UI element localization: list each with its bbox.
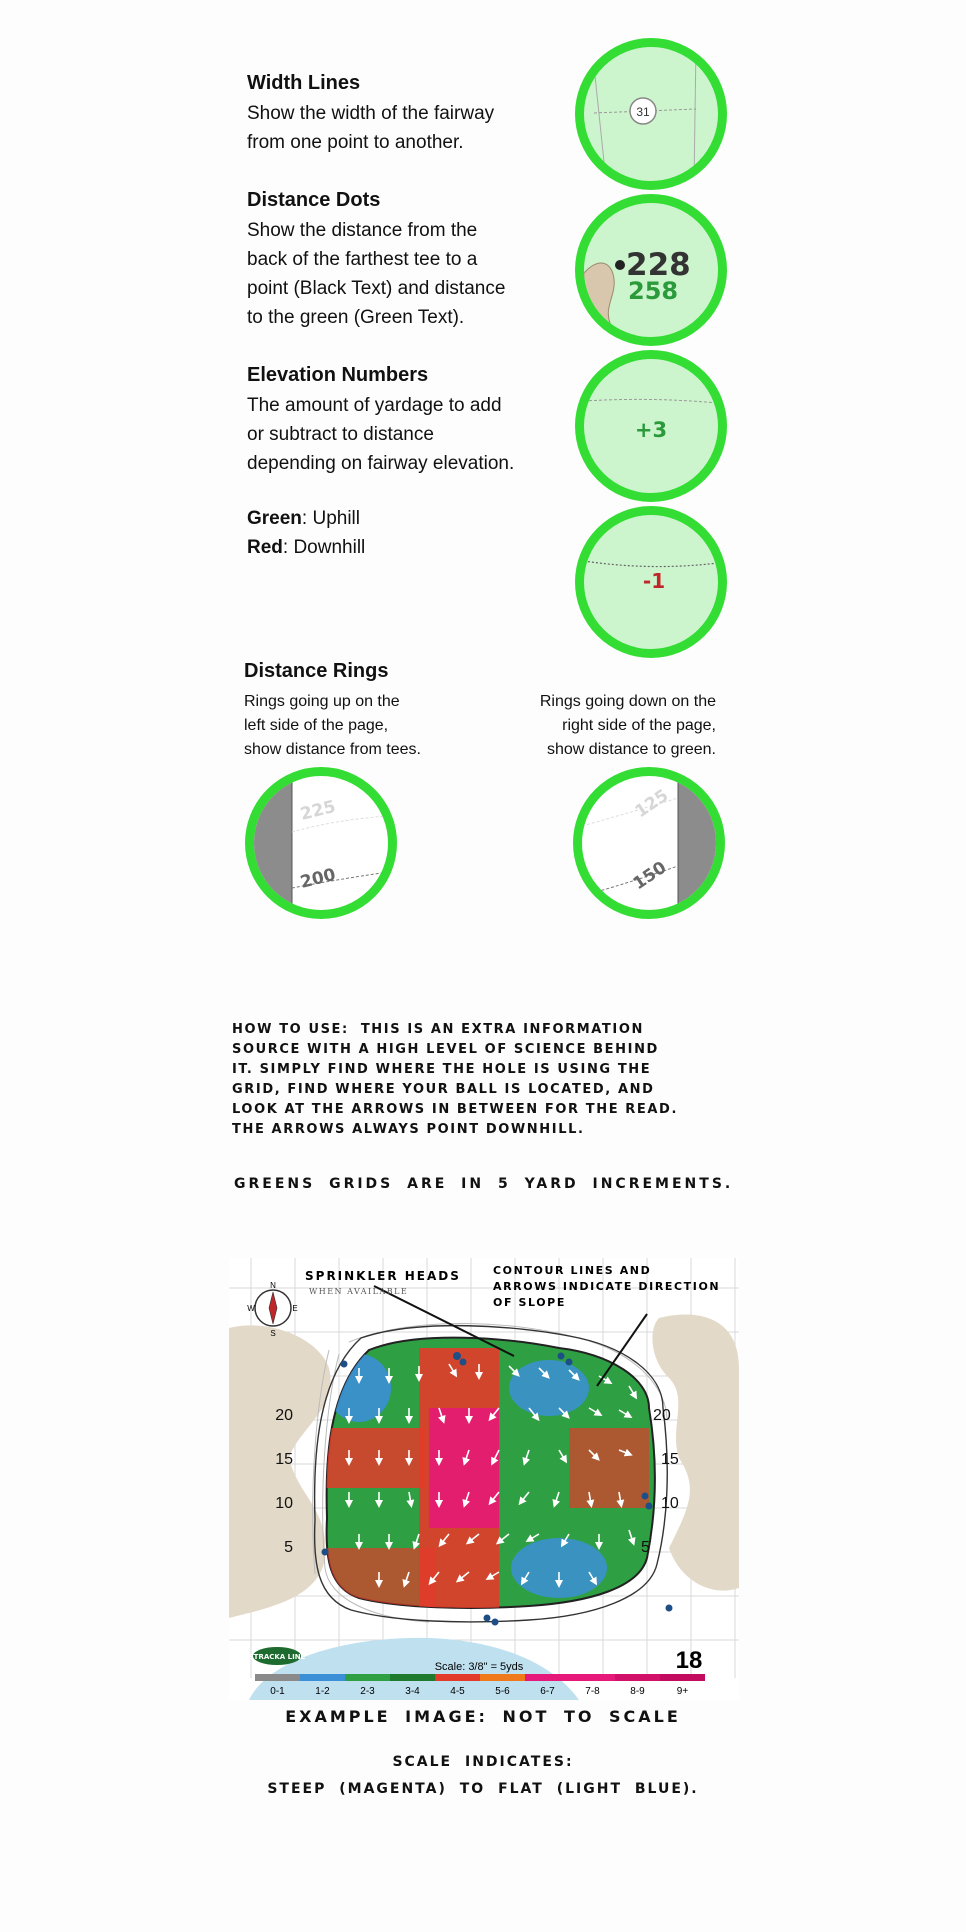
distance-dots-illustration (584, 203, 718, 337)
downhill-value: -1 (642, 569, 666, 593)
scale-label-4: 4-5 (450, 1686, 465, 1697)
svg-text:W: W (247, 1304, 255, 1313)
scale-label-5: 5-6 (495, 1686, 510, 1697)
width-lines-section (247, 72, 567, 157)
svg-text:10: 10 (661, 1495, 679, 1512)
ring-200: 200 (298, 864, 338, 893)
how-to-use-lead: HOW TO USE: (232, 1022, 349, 1037)
uphill-illustration (584, 359, 718, 493)
svg-text:15: 15 (661, 1451, 679, 1468)
svg-text:20: 20 (275, 1407, 293, 1424)
scale-swatch-2 (345, 1674, 390, 1681)
distance-dots-section (247, 189, 567, 332)
ring-225: 225 (298, 796, 338, 825)
width-lines-text: Show the width of the fairway from one point to another. (247, 103, 495, 153)
distance-dots-text: Show the distance from the back of the farthest tee to a point (Black Text) and distance to the green (Green Text). (247, 220, 506, 328)
ring-125: 125 (631, 785, 673, 823)
elevation-color-key: Green: Uphill Red: Downhill (247, 508, 366, 558)
scale-label-6: 6-7 (540, 1686, 555, 1697)
scale-swatch-4 (435, 1674, 480, 1681)
scale-label-7: 7-8 (585, 1686, 600, 1697)
scale-swatch-9 (660, 1674, 705, 1681)
rings-right-text: Rings going down on the right side of the page, show distance to green. (539, 693, 716, 758)
red-key-word: Red (247, 537, 283, 558)
scale-label-2: 2-3 (360, 1686, 375, 1697)
scale-swatch-8 (615, 1674, 660, 1681)
distance-dots-title: Distance Dots (247, 189, 381, 211)
scale-description: STEEP (MAGENTA) TO FLAT (LIGHT BLUE). (267, 1781, 699, 1797)
green-map (229, 1258, 739, 1700)
distance-dot-green-value: 258 (628, 277, 679, 305)
scale-label-0: 0-1 (270, 1686, 285, 1697)
scale-swatch-6 (525, 1674, 570, 1681)
rings-left-circle (245, 767, 397, 919)
svg-text:N: N (270, 1281, 276, 1290)
svg-text:5: 5 (284, 1539, 293, 1556)
scale-swatch-0 (255, 1674, 300, 1681)
scale-swatch-3 (390, 1674, 435, 1681)
ring-150: 150 (629, 857, 671, 895)
rings-right-circle (573, 767, 725, 919)
sprinkler-heads-label: SPRINKLER HEADS (305, 1269, 461, 1283)
svg-text:STRACKA LINE: STRACKA LINE (248, 1653, 306, 1661)
distance-dot-black-value: 228 (626, 247, 691, 283)
uphill-value: +3 (634, 418, 668, 442)
contour-label-3: OF SLOPE (493, 1296, 566, 1309)
contour-label-1: CONTOUR LINES AND (493, 1264, 652, 1277)
scale-swatch-5 (480, 1674, 525, 1681)
elevation-title: Elevation Numbers (247, 364, 429, 386)
contour-label-2: ARROWS INDICATE DIRECTION (493, 1280, 721, 1293)
rings-right-illustration (582, 776, 716, 910)
elevation-uphill-circle (575, 350, 727, 502)
green-key-word: Green (247, 508, 302, 529)
width-lines-title: Width Lines (247, 72, 361, 94)
width-lines-circle (575, 38, 727, 190)
rings-left-illustration (254, 776, 388, 910)
map-scale-text: Scale: 3/8" = 5yds (434, 1661, 524, 1673)
distance-rings-title: Distance Rings (244, 660, 389, 682)
sprinkler-sub-label: WHEN AVAILABLE (309, 1287, 409, 1296)
grid-increment-note: GREENS GRIDS ARE IN 5 YARD INCREMENTS. (234, 1176, 734, 1192)
elevation-downhill-circle (575, 506, 727, 658)
scale-swatch-1 (300, 1674, 345, 1681)
width-lines-illustration (584, 47, 718, 181)
scale-label-3: 3-4 (405, 1686, 420, 1697)
scale-title: SCALE INDICATES: (392, 1754, 574, 1770)
svg-text:15: 15 (275, 1451, 293, 1468)
scale-label-1: 1-2 (315, 1686, 330, 1697)
scale-label-9: 9+ (676, 1686, 689, 1697)
rings-left-text: Rings going up on the left side of the page, show distance from tees. (244, 693, 421, 758)
svg-text:E: E (292, 1304, 298, 1313)
scale-label-8: 8-9 (630, 1686, 645, 1697)
how-to-use-block: HOW TO USE: THIS IS AN EXTRA INFORMATION SOURCE WITH A HIGH LEVEL OF SCIENCE BEHIND IT. SIMPLY FIND WHERE THE HOLE IS USING THE GRID, FIND WHERE YOUR BALL IS LOCATED, AND LOOK AT THE ARROWS IN BETWEEN FOR THE READ. THE ARROWS ALWAYS POINT DOWNHILL. (232, 1022, 678, 1137)
svg-text:10: 10 (275, 1495, 293, 1512)
svg-text:20: 20 (653, 1407, 671, 1424)
distance-dots-circle (575, 194, 727, 346)
elevation-text: The amount of yardage to add or subtract to distance depending on fairway elevation. (247, 395, 515, 474)
example-note: EXAMPLE IMAGE: NOT TO SCALE (285, 1707, 681, 1726)
svg-text:5: 5 (641, 1539, 650, 1556)
hole-number: 18 (675, 1647, 703, 1674)
svg-text:S: S (270, 1329, 276, 1338)
width-marker-label: 31 (636, 105, 650, 119)
downhill-illustration (584, 515, 718, 649)
elevation-section (247, 364, 567, 478)
scale-swatch-7 (570, 1674, 615, 1681)
